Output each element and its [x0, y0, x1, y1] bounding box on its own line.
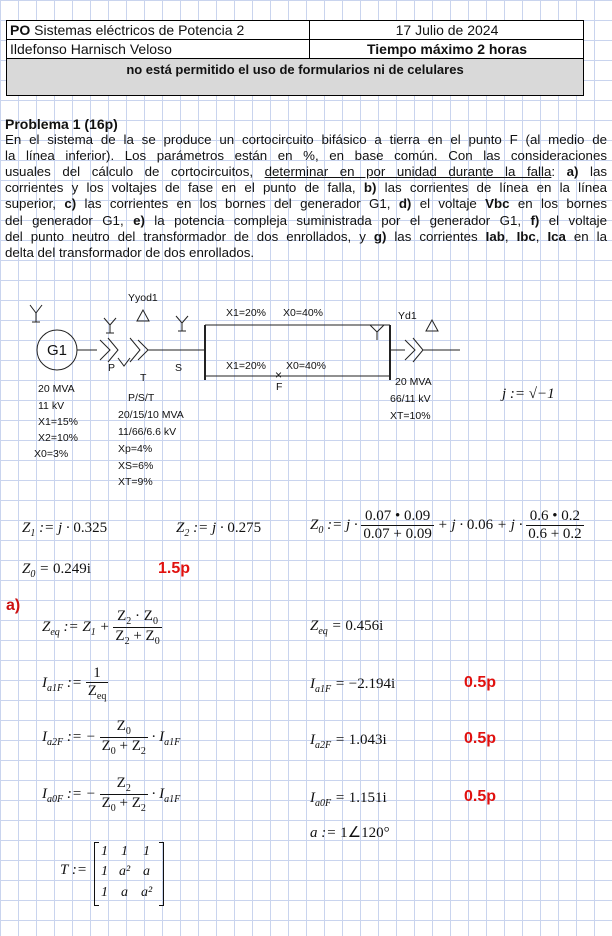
t3-s-label: S: [175, 362, 183, 374]
t-cell: 1: [101, 844, 108, 859]
ia1f-formula: $I_{a1F}$ := $\frac{1}{Z_{eq}}$: [42, 665, 107, 702]
notice-bar: [7, 59, 583, 95]
line2-x0: X0=40%: [286, 360, 326, 372]
ia0f-result: $I_{a0F} = 1.151i$: [310, 790, 387, 809]
problem-line-7: del punto neutro del transformador de dos enrollados, y g) las corrientes Iab, Ibc, Ica en la: [5, 228, 608, 244]
z0-definition: $Z_0$ := j · $\frac{0.07 • 0.09}{0.07 + 0.09}$ + j · 0.06 + j · $\frac{0.6 • 0.2}{0.6 + 0.2}$: [310, 508, 582, 542]
z2-definition: $Z_2$ := j · 0.275: [176, 520, 262, 539]
problem-line-3: usuales del cálculo de cortocircuitos, determinar en por unidad durante la falla: a) las: [5, 164, 608, 180]
generator-x2: X2=10%: [38, 432, 78, 444]
t-cell: a²: [141, 885, 153, 900]
problem-title: Problema 1 (16p): [5, 116, 118, 132]
t-cell: 1: [121, 844, 128, 859]
two-winding-transformer-icon: [405, 338, 423, 362]
j-definition: j := √−1: [502, 386, 555, 402]
t3-xp: Xp=4%: [118, 443, 153, 455]
yd1-wye-icon: [370, 325, 384, 340]
t3-p-label: P: [108, 362, 116, 374]
t3-t-label: T: [140, 372, 147, 384]
z1-definition: $Z_1$ := j · 0.325: [22, 520, 108, 539]
ia0f-formula: $I_{a0F}$ := − $\frac{Z_2}{Z_0 + Z_2}$ · $I_{a1F}$: [42, 775, 181, 814]
ia2f-formula: $I_{a2F}$ := − $\frac{Z_0}{Z_0 + Z_2}$ · $I_{a1F}$: [42, 718, 181, 757]
line2-x1: X1=20%: [226, 360, 266, 372]
exam-date: 17 Julio de 2024: [309, 21, 584, 39]
ia1f-result: $I_{a1F} = -2.194i$: [310, 676, 396, 695]
one-line-diagram: [0, 280, 612, 500]
t-cell: a²: [119, 864, 131, 879]
problem-line-6: del generador G1, e) la potencia compleja suministrada por el generador G1, f) el voltaje: [5, 212, 607, 228]
problem-line-8: delta del transformador de dos enrollados.: [5, 244, 255, 260]
t-matrix-label: T :=: [60, 862, 87, 878]
t-cell: 1: [143, 844, 150, 859]
points-ia1f: 0.5p: [464, 674, 497, 691]
primary-wye-grounded-icon: [104, 318, 116, 333]
z0-result: $Z_0 = 0.249i$: [22, 561, 91, 580]
author-name: Ildefonso Harnisch Veloso: [10, 41, 172, 57]
problem-line-1: En el sistema de la se produce un cortocircuito bifásico a tierra en el punto F (al medio de: [5, 132, 607, 148]
problem-line-2: la línea inferior). Los parámetros están en %, en base común. Con las consideraciones: [5, 148, 607, 164]
problem-statement: [5, 116, 607, 261]
generator-x0: X0=3%: [34, 448, 69, 460]
fault-mark-icon: ×: [275, 368, 283, 382]
points-ia2f: 0.5p: [464, 730, 497, 747]
t-cell: 1: [101, 885, 108, 900]
t2-voltage: 66/11 kV: [390, 393, 431, 405]
t3-voltage: 11/66/6.6 kV: [118, 426, 177, 438]
time-limit: Tiempo máximo 2 horas: [309, 40, 584, 58]
section-a-label: a): [6, 597, 21, 614]
generator-x1: X1=15%: [38, 416, 78, 428]
problem-line-5: superior, c) las corrientes en los bornes del generador G1, d) el voltaje Vbc en los bornes: [5, 196, 608, 212]
t2-xt: XT=10%: [390, 410, 431, 422]
problem-line-4: corrientes y los voltajes de fase en el punto de falla, b) las corrientes de línea en la línea: [5, 180, 608, 196]
generator-wye-grounded-icon: [30, 305, 42, 322]
fault-label: F: [276, 381, 283, 393]
secondary-wye-grounded-icon: [176, 316, 188, 331]
t3-vector-group: Yyod1: [128, 292, 158, 304]
generator-label: G1: [47, 342, 68, 359]
yd1-delta-icon: [426, 320, 438, 331]
t-cell: 1: [101, 864, 108, 879]
t3-rating: 20/15/10 MVA: [118, 409, 184, 421]
generator-rating: 20 MVA: [38, 383, 75, 395]
line1-x0: X0=40%: [283, 307, 323, 319]
notice-text: no está permitido el uso de formularios ni de celulares: [126, 62, 464, 77]
points-z0: 1.5p: [158, 560, 191, 577]
zeq-formula: $Z_{eq}$ := $Z_1$ + $\frac{Z_2 \cdot Z_0}{Z_2 + Z_0}$: [42, 608, 160, 647]
points-ia0f: 0.5p: [464, 788, 497, 805]
t2-vector-group: Yd1: [398, 310, 417, 322]
t2-rating: 20 MVA: [395, 376, 432, 388]
t-cell: a: [143, 864, 150, 879]
header-row-1: [7, 21, 583, 40]
line1-x1: X1=20%: [226, 307, 266, 319]
course-title: PO Sistemas eléctricos de Potencia 2: [10, 22, 245, 38]
t3-xs: XS=6%: [118, 460, 154, 472]
t3-pst: P/S/T: [128, 392, 155, 404]
t3-xt: XT=9%: [118, 476, 153, 488]
zeq-result: $Z_{eq} = 0.456i$: [310, 618, 384, 637]
generator-voltage: 11 kV: [38, 400, 65, 412]
tertiary-delta-icon: [137, 310, 149, 321]
ia2f-result: $I_{a2F} = 1.043i$: [310, 732, 387, 751]
exam-header: [6, 20, 584, 96]
t-matrix: [94, 842, 164, 906]
header-row-2: [7, 40, 583, 59]
a-operator-definition: a := 1∠120°: [310, 825, 390, 841]
t-cell: a: [121, 885, 128, 900]
